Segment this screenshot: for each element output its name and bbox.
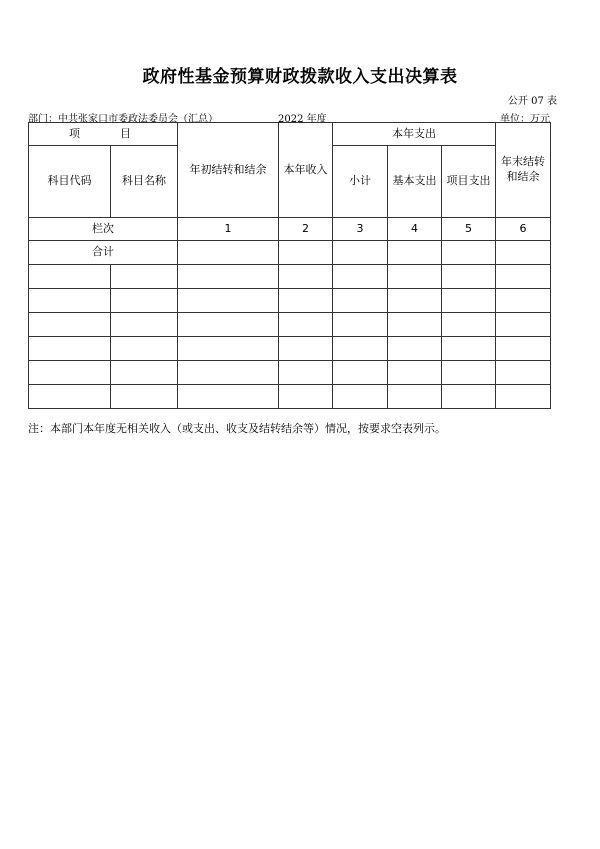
department-label: 部门：中共张家口市委政法委员会（汇总）	[28, 114, 218, 125]
table-cell	[178, 361, 279, 385]
table-cell	[333, 313, 388, 337]
col-row-label: 栏次	[29, 218, 178, 241]
header-code: 科目代码	[29, 146, 111, 218]
table-cell	[442, 385, 496, 409]
table-cell	[388, 313, 442, 337]
table-cell	[442, 265, 496, 289]
header-opening-balance: 年初结转和结余	[178, 123, 279, 218]
col-number: 2	[279, 218, 333, 241]
header-item: 项 目	[29, 123, 178, 146]
table-cell	[442, 337, 496, 361]
total-label: 合计	[29, 241, 178, 265]
year-label: 2022 年度	[278, 114, 327, 125]
table-cell	[111, 265, 178, 289]
table-row	[29, 337, 551, 361]
table-cell	[442, 241, 496, 265]
header-project: 项目支出	[442, 146, 496, 218]
table-cell	[111, 313, 178, 337]
table-cell	[279, 385, 333, 409]
table-cell	[496, 289, 551, 313]
total-row	[29, 241, 551, 265]
header-basic: 基本支出	[388, 146, 442, 218]
table-cell	[333, 241, 388, 265]
table-cell	[178, 265, 279, 289]
table-cell	[178, 313, 279, 337]
header-revenue: 本年收入	[279, 123, 333, 218]
col-number: 1	[178, 218, 279, 241]
table-cell	[29, 313, 111, 337]
col-number: 4	[388, 218, 442, 241]
table-cell	[442, 289, 496, 313]
table-cell	[111, 289, 178, 313]
table-cell	[111, 361, 178, 385]
table-cell	[333, 265, 388, 289]
unit-label: 单位：万元	[500, 114, 550, 125]
table-cell	[29, 337, 111, 361]
col-number: 5	[442, 218, 496, 241]
table-cell	[496, 313, 551, 337]
table-cell	[442, 313, 496, 337]
table-cell	[111, 337, 178, 361]
form-code: 公开 07 表	[507, 96, 557, 107]
table-cell	[29, 265, 111, 289]
header-name: 科目名称	[111, 146, 178, 218]
report-table	[28, 122, 551, 409]
table-cell	[111, 385, 178, 409]
table-cell	[333, 289, 388, 313]
table-cell	[496, 385, 551, 409]
table-cell	[388, 265, 442, 289]
table-cell	[279, 313, 333, 337]
table-cell	[178, 385, 279, 409]
table-cell	[388, 385, 442, 409]
table-row	[29, 265, 551, 289]
table-cell	[29, 289, 111, 313]
column-number-row	[29, 218, 551, 241]
col-number: 6	[496, 218, 551, 241]
table-cell	[442, 361, 496, 385]
table-cell	[333, 361, 388, 385]
table-cell	[388, 289, 442, 313]
table-cell	[496, 265, 551, 289]
table-cell	[496, 337, 551, 361]
header-closing-balance: 年末结转和结余	[496, 123, 551, 218]
header-subtotal: 小计	[333, 146, 388, 218]
table-cell	[279, 289, 333, 313]
footnote: 注：本部门本年度无相关收入（或支出、收支及结转结余等）情况，按要求空表列示。	[28, 422, 446, 435]
table-cell	[29, 385, 111, 409]
table-row	[29, 289, 551, 313]
table-cell	[388, 337, 442, 361]
table-row	[29, 361, 551, 385]
table-cell	[496, 361, 551, 385]
table-cell	[333, 337, 388, 361]
page-title: 政府性基金预算财政拨款收入支出决算表	[142, 67, 458, 87]
table-cell	[496, 241, 551, 265]
table-cell	[279, 337, 333, 361]
table-cell	[388, 241, 442, 265]
table-row	[29, 313, 551, 337]
table-cell	[279, 241, 333, 265]
table-cell	[178, 337, 279, 361]
table-cell	[178, 241, 279, 265]
table-cell	[178, 289, 279, 313]
table-cell	[333, 385, 388, 409]
table-cell	[29, 361, 111, 385]
table-cell	[279, 361, 333, 385]
header-expenditure: 本年支出	[333, 123, 496, 146]
table-row	[29, 385, 551, 409]
table-cell	[279, 265, 333, 289]
col-number: 3	[333, 218, 388, 241]
table-cell	[388, 361, 442, 385]
